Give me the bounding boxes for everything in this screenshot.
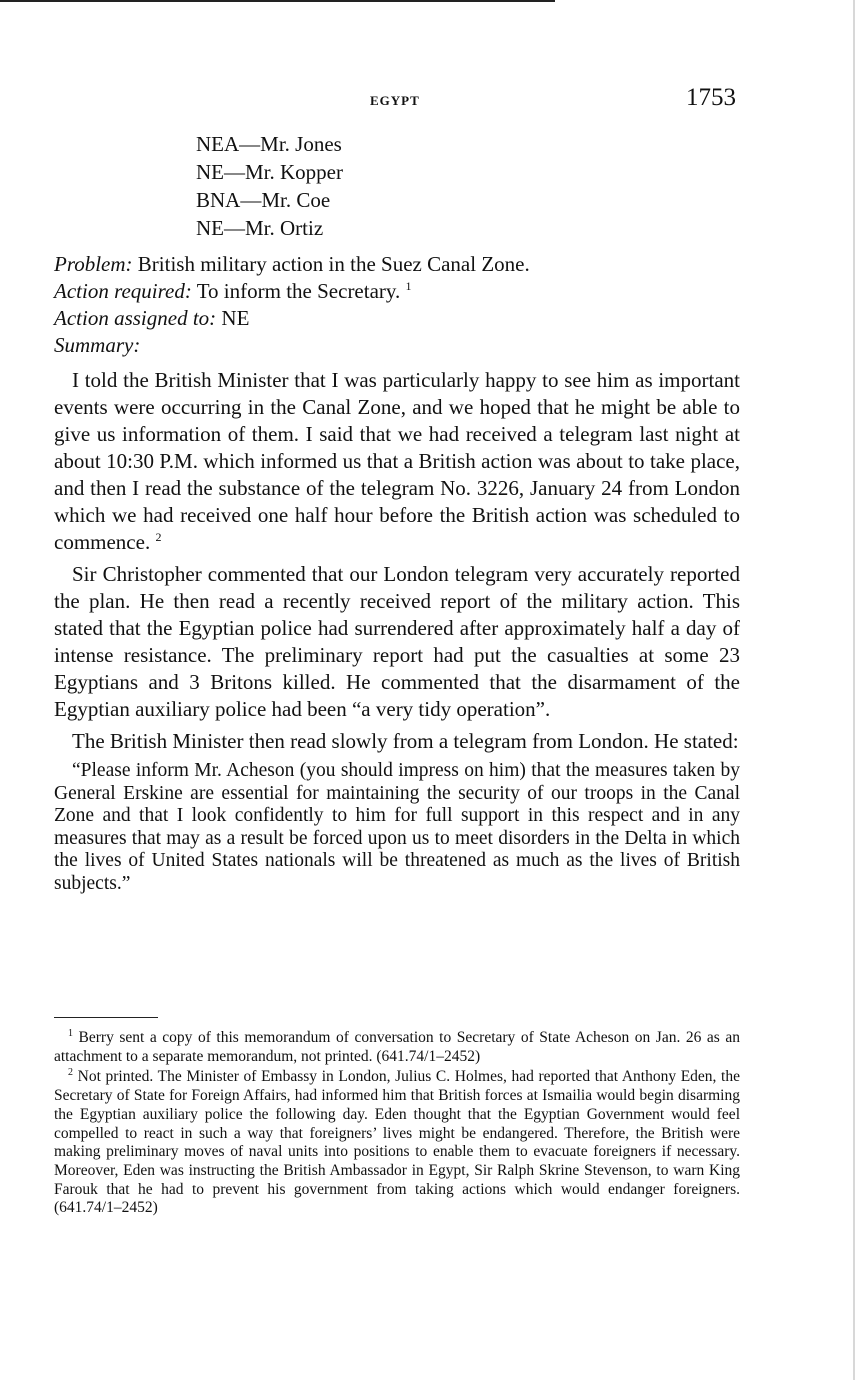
footnote-1-number: 1 (68, 1028, 73, 1039)
problem-line (54, 251, 744, 278)
footnote-ref-1: 1 (405, 279, 412, 293)
action-assigned-label: Action assigned to: (54, 306, 217, 330)
attendees-list (196, 130, 343, 242)
memo-body (54, 367, 740, 900)
action-assigned-line (54, 305, 744, 332)
footnote-2-number: 2 (68, 1067, 73, 1079)
attendee-coe: BNA—Mr. Coe (196, 188, 331, 212)
problem-text: British military action in the Suez Canal Zone. (132, 252, 530, 276)
attendee-jones: NEA—Mr. Jones (196, 132, 342, 156)
running-head: EGYPT (370, 93, 420, 108)
attendee-kopper: NE—Mr. Kopper (196, 160, 343, 184)
telegram-quote: “Please inform Mr. Acheson (you should impress on him) that the measures taken by General Erskine are essential for maintaining the security of our troops in the Canal Zone and that I look confidently to him for full support in this respect and in any measures that may as a result be forced upon us to meet disorders in the Delta in which the lives of United States nationals will be threatened as much as the lives of British subjects.” (54, 760, 740, 894)
paragraph-1-text: I told the British Minister that I was particularly happy to see him as important events were occurring in the Canal Zone, and we hoped that he might be able to give us information of them. I said that we had received a telegram last night at about 10:30 P.M. which informed us that a British action was about to take place, and then I read the substance of the telegram No. 3226, January 24 from London which we had received one half hour before the British action was scheduled to commence. (54, 368, 740, 554)
paragraph-3: The British Minister then read slowly from a telegram from London. He stated: (72, 729, 739, 753)
top-rule (0, 0, 555, 2)
page-number: 1753 (686, 84, 736, 111)
paragraph-1 (54, 367, 740, 556)
paragraph-2: Sir Christopher commented that our London telegram very accurately reported the plan. He then read a recently received report of the military action. This stated that the Egyptian police had surrendered after approximately half a day of intense resistance. The preliminary report had put the casualties at some 23 Egyptians and 3 Britons killed. He commented that the disarmament of the Egyptian auxiliary police had been “a very tidy operation”. (54, 562, 740, 721)
action-required-text: To inform the Secretary. (191, 279, 406, 303)
footnote-1 (54, 1029, 740, 1066)
footnote-ref-2: 2 (155, 530, 162, 544)
footnote-1-text: Berry sent a copy of this memorandum of conversation to Secretary of State Acheson on Jan. 26 as an attachment to a separate memorandum, not printed. (641.74/1–2452) (54, 1029, 740, 1065)
footnote-2 (54, 1068, 740, 1218)
page-edge (853, 0, 855, 1380)
problem-label: Problem: (54, 252, 133, 276)
footnote-2-text: Not printed. The Minister of Embassy in London, Julius C. Holmes, had reported that Anthony Eden, the Secretary of State for Foreign Affairs, had informed him that British forces at Ismailia would begin disarming the Egyptian auxiliary police the following day. Eden thought that the Egyptian Government would feel compelled to react in such a way that foreigners’ lives might be endangered. Therefore, the British were making preliminary moves of naval units into positions to enable them to evacuate foreigners if necessary. Moreover, Eden was instructing the British Ambassador in Egypt, Sir Ralph Skrine Stevenson, to warn King Farouk that he had to prevent his government from taking actions which would endanger foreigners. (641.74/1–2452) (54, 1068, 740, 1217)
attendee-ortiz: NE—Mr. Ortiz (196, 216, 324, 240)
memo-meta (54, 251, 744, 359)
action-required-line (54, 278, 744, 305)
action-required-label: Action required: (54, 279, 192, 303)
action-assigned-text: NE (216, 306, 250, 330)
footnote-rule (54, 1017, 158, 1018)
footnotes (54, 1029, 740, 1220)
summary-label: Summary: (54, 333, 141, 357)
